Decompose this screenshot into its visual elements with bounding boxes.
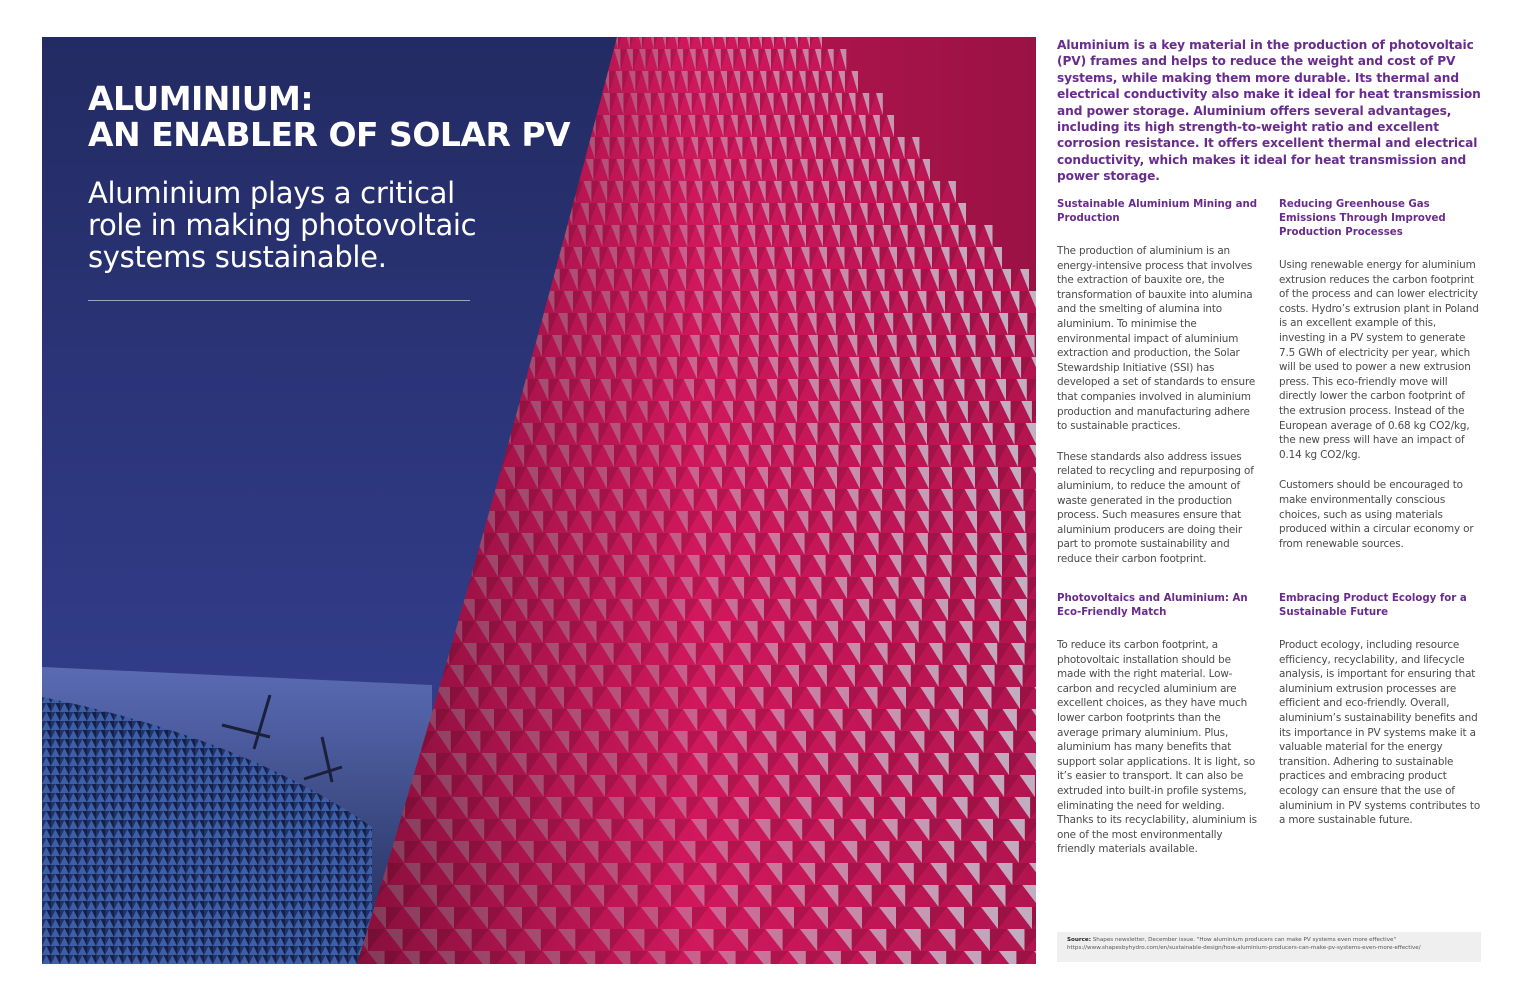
section-mining-paragraph-2: These standards also address issues related to recycling and repurposing of aluminium, to reduce the amount of waste generated in the production process. Such measures ensure that aluminium producers are doing their part to promote sustainability and reduce their carbon footprint. <box>1057 450 1254 565</box>
page-title <box>88 81 570 153</box>
page-title-line-2: AN ENABLER OF SOLAR PV <box>88 115 571 154</box>
page-title-line-1: ALUMINIUM: <box>88 79 314 118</box>
source-citation <box>1057 932 1481 962</box>
intro-paragraph: Aluminium is a key material in the production of photovoltaic (PV) frames and helps to reduce the weight and cost of PV systems, while making them more durable. Its thermal and electrical conductivity also make it ideal for heat transmission and power storage. Aluminium offers several advantages, including its high strength-to-weight ratio and excellent corrosion resistance. It offers excellent thermal and electrical conductivity, which makes it ideal for heat transmission and power storage. <box>1057 38 1481 184</box>
source-label: Source: <box>1067 937 1091 943</box>
section-ecology-paragraph-1: Product ecology, including resource efficiency, recyclability, and lifecycle analysis, is important for ensuring that aluminium extrusion processes are efficient and eco-friendly. Overall, aluminium’s sustainability benefits and its importance in PV systems make it a valuable material for the energy transition. Adhering to sustainable practices and embracing product ecology can ensure that the use of aluminium in PV systems contributes to a more sustainable future. <box>1279 639 1481 827</box>
title-divider <box>88 300 470 301</box>
section-pv-heading: Photovoltaics and Aluminium: An Eco-Friendly Match <box>1057 593 1248 618</box>
page-subtitle: Aluminium plays a critical role in making photovoltaic systems sustainable. <box>88 176 477 274</box>
section-emissions-paragraph-1: Using renewable energy for aluminium extrusion reduces the carbon footprint of the process and can lower electricity costs. Hydro’s extrusion plant in Poland is an excellent example of this, investing in a PV system to generate 7.5 GWh of electricity per year, which will be used to power a new extrusion press. This eco-friendly move will directly lower the carbon footprint of the extrusion process. Instead of the European average of 0.68 kg CO2/kg, the new press will have an impact of 0.14 kg CO2/kg. <box>1279 259 1479 461</box>
section-pv <box>1057 592 1259 873</box>
source-text: Shapes newsletter, December issue. "How aluminium producers can make PV systems even more effective" <box>1092 937 1397 943</box>
section-mining-heading: Sustainable Aluminium Mining and Production <box>1057 199 1258 224</box>
section-emissions-paragraph-2: Customers should be encouraged to make environmentally conscious choices, such as using materials produced within a circular economy or from renewable sources. <box>1279 479 1474 550</box>
section-ecology <box>1279 592 1481 844</box>
section-pv-paragraph-1: To reduce its carbon footprint, a photovoltaic installation should be made with the right material. Low-carbon and recycled aluminium are excellent choices, as they have much lower carbon footprints than the average primary aluminium. Plus, aluminium has many benefits that support solar applications. It is light, so it’s easier to transport. It can also be extruded into built-in profile systems, eliminating the need for welding. Thanks to its recyclability, aluminium is one of the most environmentally friendly materials available. <box>1057 639 1257 856</box>
section-mining <box>1057 198 1259 582</box>
section-emissions <box>1279 198 1481 567</box>
source-line <box>1067 937 1481 945</box>
source-url[interactable]: https://www.shapesbyhydro.com/en/sustainable-design/how-aluminium-producers-can-make-pv-systems-even-more-effective/ <box>1067 944 1421 951</box>
section-ecology-heading: Embracing Product Ecology for a Sustainable Future <box>1279 593 1467 618</box>
hero-image-panel <box>42 37 1036 964</box>
section-mining-paragraph-1: The production of aluminium is an energy-intensive process that involves the extraction of bauxite ore, the transformation of bauxite into alumina and the smelting of alumina into aluminium. To minimise the environmental impact of aluminium extraction and production, the Solar Stewardship Initiative (SSI) has developed a set of standards to ensure that companies involved in aluminium production and manufacturing adhere to sustainable practices. <box>1057 245 1256 433</box>
section-emissions-heading: Reducing Greenhouse Gas Emissions Through Improved Production Processes <box>1279 199 1446 238</box>
